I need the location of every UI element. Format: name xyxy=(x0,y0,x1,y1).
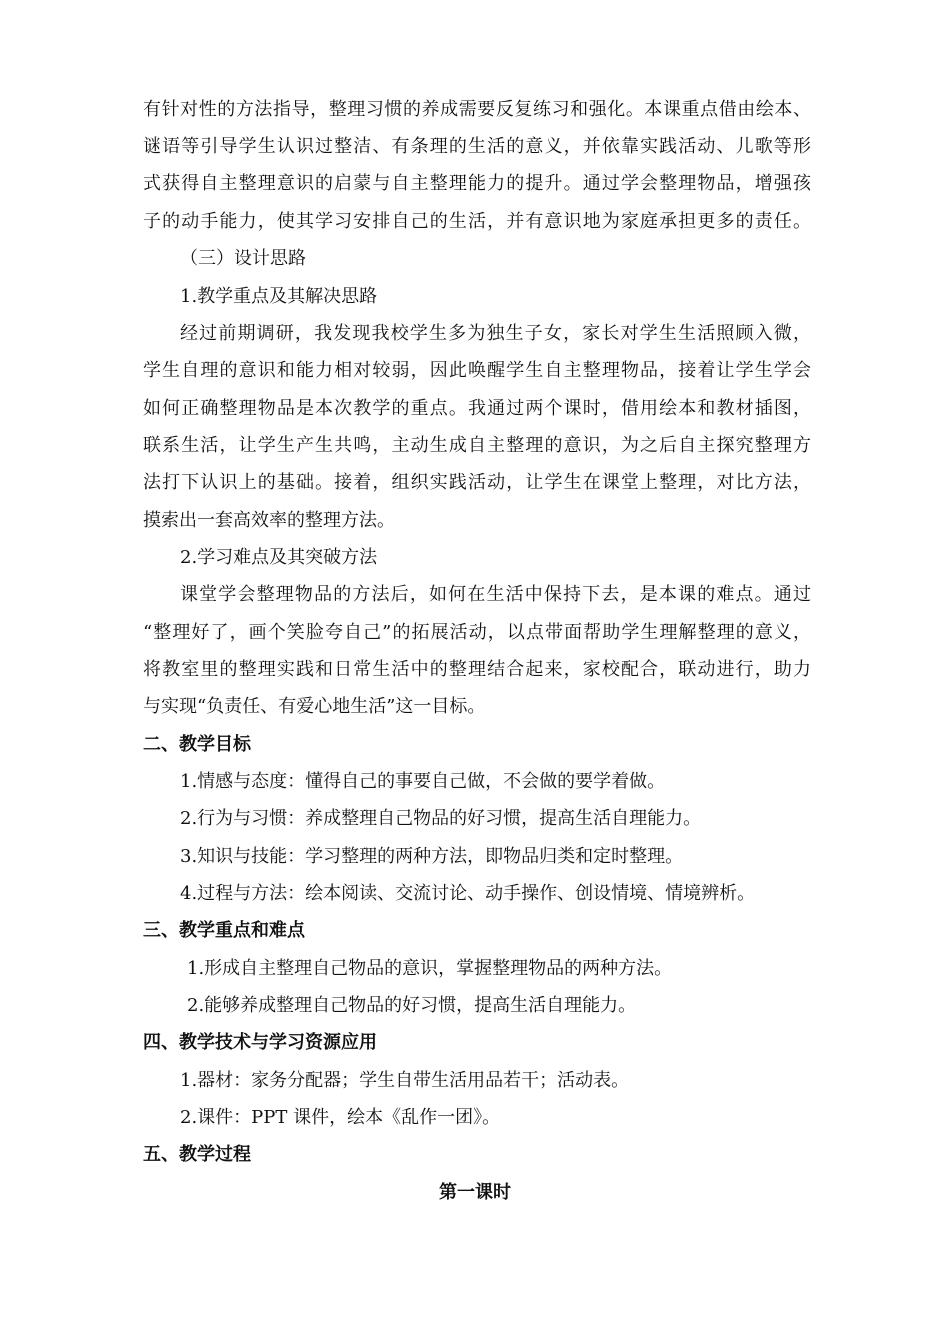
goal-item: 3.知识与技能：学习整理的两种方法，即物品归类和定时整理。 xyxy=(180,846,684,867)
resource-item: 2.课件：PPT 课件，绘本《乱作一团》。 xyxy=(180,1107,501,1128)
goal-item: 2.行为与习惯：养成整理自己物品的好习惯，提高生活自理能力。 xyxy=(180,808,702,829)
paragraph-line: 子的动手能力，使其学习安排自己的生活，并有意识地为家庭承担更多的责任。 xyxy=(143,211,811,232)
paragraph-line: 联系生活，让学生产生共鸣，主动生成自主整理的意识，为之后自主探究整理方 xyxy=(143,435,811,456)
paragraph-line: 谜语等引导学生认识过整洁、有条理的生活的意义，并依靠实践活动、儿歌等形 xyxy=(143,136,811,157)
paragraph-line: “整理好了，画个笑脸夸自己”的拓展活动，以点带面帮助学生理解整理的意义， xyxy=(143,622,811,643)
goal-item: 4.过程与方法：绘本阅读、交流讨论、动手操作、创设情境、情境辨析。 xyxy=(180,883,756,904)
paragraph-line: 式获得自主整理意识的启蒙与自主整理能力的提升。通过学会整理物品，增强孩 xyxy=(143,173,811,194)
section-heading: 五、教学过程 xyxy=(143,1144,251,1165)
paragraph-line: 将教室里的整理实践和日常生活中的整理结合起来，家校配合，联动进行，助力 xyxy=(143,659,811,680)
subsection-title: 2.学习难点及其突破方法 xyxy=(180,547,378,568)
goal-item: 1.情感与态度：懂得自己的事要自己做，不会做的要学着做。 xyxy=(180,771,666,792)
paragraph-line: 如何正确整理物品是本次教学的重点。我通过两个课时，借用绘本和教材插图， xyxy=(143,398,811,419)
subsection-title: 1.教学重点及其解决思路 xyxy=(180,286,378,307)
section-heading: 三、教学重点和难点 xyxy=(143,920,305,941)
key-point-item: 1.形成自主整理自己物品的意识，掌握整理物品的两种方法。 xyxy=(187,958,673,979)
section-title: （三）设计思路 xyxy=(180,248,306,269)
paragraph-line: 摸索出一套高效率的整理方法。 xyxy=(143,510,395,531)
paragraph-line: 学生自理的意识和能力相对较弱，因此唤醒学生自主整理物品，接着让学生学会 xyxy=(143,360,811,381)
key-point-item: 2.能够养成整理自己物品的好习惯，提高生活自理能力。 xyxy=(187,995,637,1016)
paragraph-line: 法打下认识上的基础。接着，组织实践活动，让学生在课堂上整理，对比方法， xyxy=(143,472,811,493)
paragraph-line: 课堂学会整理物品的方法后，如何在生活中保持下去，是本课的难点。通过 xyxy=(180,584,811,605)
paragraph-line: 经过前期调研，我发现我校学生多为独生子女，家长对学生生活照顾入微， xyxy=(180,323,811,344)
section-heading: 四、教学技术与学习资源应用 xyxy=(143,1032,377,1053)
lesson-title: 第一课时 xyxy=(439,1182,511,1203)
section-heading: 二、教学目标 xyxy=(143,734,251,755)
resource-item: 1.器材：家务分配器；学生自带生活用品若干；活动表。 xyxy=(180,1070,630,1091)
paragraph-line: 与实现“负责任、有爱心地生活”这一目标。 xyxy=(143,696,486,717)
paragraph-line: 有针对性的方法指导，整理习惯的养成需要反复练习和强化。本课重点借由绘本、 xyxy=(143,99,811,120)
